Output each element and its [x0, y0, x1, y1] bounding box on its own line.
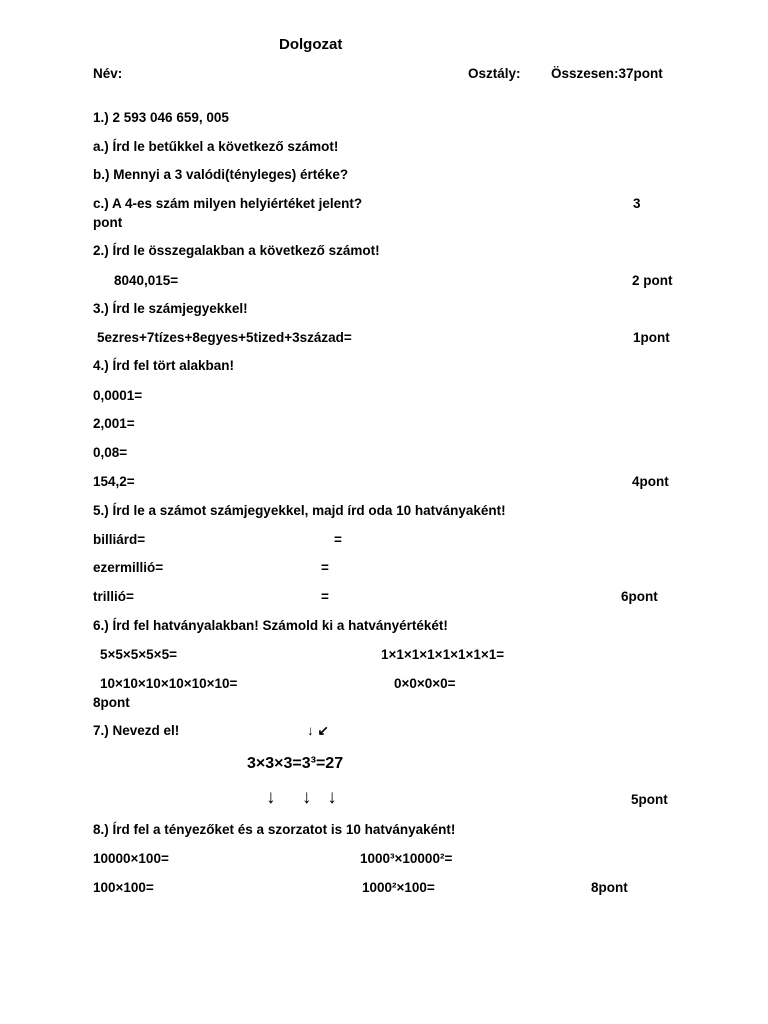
q5-row-label: trillió= — [93, 589, 134, 604]
q6-expr-a: 5×5×5×5×5= — [100, 647, 177, 662]
q4-item: 0,0001= — [93, 388, 143, 403]
q1-a: a.) Írd le betűkkel a következő számot! — [93, 139, 339, 154]
q4-points: 4pont — [632, 474, 669, 489]
q5-points: 6pont — [621, 589, 658, 604]
q5-row-label: ezermillió= — [93, 560, 164, 575]
name-label: Név: — [93, 66, 123, 81]
q8-points: 8pont — [591, 880, 628, 895]
q3-points: 1pont — [633, 330, 670, 345]
q4-item: 154,2= — [93, 474, 135, 489]
q7-top-arrows: ↓ ↙ — [307, 723, 329, 738]
q8-expr-a: 10000×100= — [93, 851, 169, 866]
total-points: Összesen:37pont — [551, 66, 663, 81]
q1-b: b.) Mennyi a 3 valódi(tényleges) értéke? — [93, 167, 349, 182]
q4-question: 4.) Írd fel tört alakban! — [93, 358, 235, 373]
q2-expr: 8040,015= — [114, 273, 179, 288]
q4-item: 0,08= — [93, 445, 128, 460]
q5-row-eq: = — [334, 532, 342, 547]
q1-points-unit: pont — [93, 215, 123, 230]
q4-item: 2,001= — [93, 416, 135, 431]
q7-points: 5pont — [631, 792, 668, 807]
q2-question: 2.) Írd le összegalakban a következő számot! — [93, 243, 380, 258]
class-label: Osztály: — [468, 66, 521, 81]
q6-expr-c: 10×10×10×10×10×10= — [100, 676, 238, 691]
q1-number: 1.) 2 593 046 659, 005 — [93, 110, 229, 125]
q2-points: 2 pont — [632, 273, 673, 288]
q3-expr: 5ezres+7tízes+8egyes+5tized+3század= — [97, 330, 352, 345]
q7-expression: 3×3×3=3³=27 — [247, 755, 344, 772]
q6-points: 8pont — [93, 695, 130, 710]
q6-question: 6.) Írd fel hatványalakban! Számold ki a hatványértékét! — [93, 618, 448, 633]
q6-expr-b: 1×1×1×1×1×1×1×1= — [381, 647, 505, 662]
q6-expr-d: 0×0×0×0= — [394, 676, 456, 691]
q8-expr-c: 100×100= — [93, 880, 154, 895]
q8-expr-b: 1000³×10000²= — [360, 851, 453, 866]
q5-row-eq: = — [321, 560, 329, 575]
q5-row-label: billiárd= — [93, 532, 146, 547]
page-title: Dolgozat — [279, 36, 343, 53]
q1-c: c.) A 4-es szám milyen helyiértéket jelent? — [93, 196, 363, 211]
q8-expr-d: 1000²×100= — [362, 880, 435, 895]
q1-points-number: 3 — [633, 196, 641, 211]
q7-question: 7.) Nevezd el! — [93, 723, 180, 738]
q3-question: 3.) Írd le számjegyekkel! — [93, 301, 248, 316]
q5-question: 5.) Írd le a számot számjegyekkel, majd írd oda 10 hatványaként! — [93, 503, 506, 518]
q5-row-eq: = — [321, 589, 329, 604]
q7-bottom-arrows: ↓ ↓ ↓ — [266, 787, 337, 808]
q8-question: 8.) Írd fel a tényezőket és a szorzatot is 10 hatványaként! — [93, 822, 456, 837]
